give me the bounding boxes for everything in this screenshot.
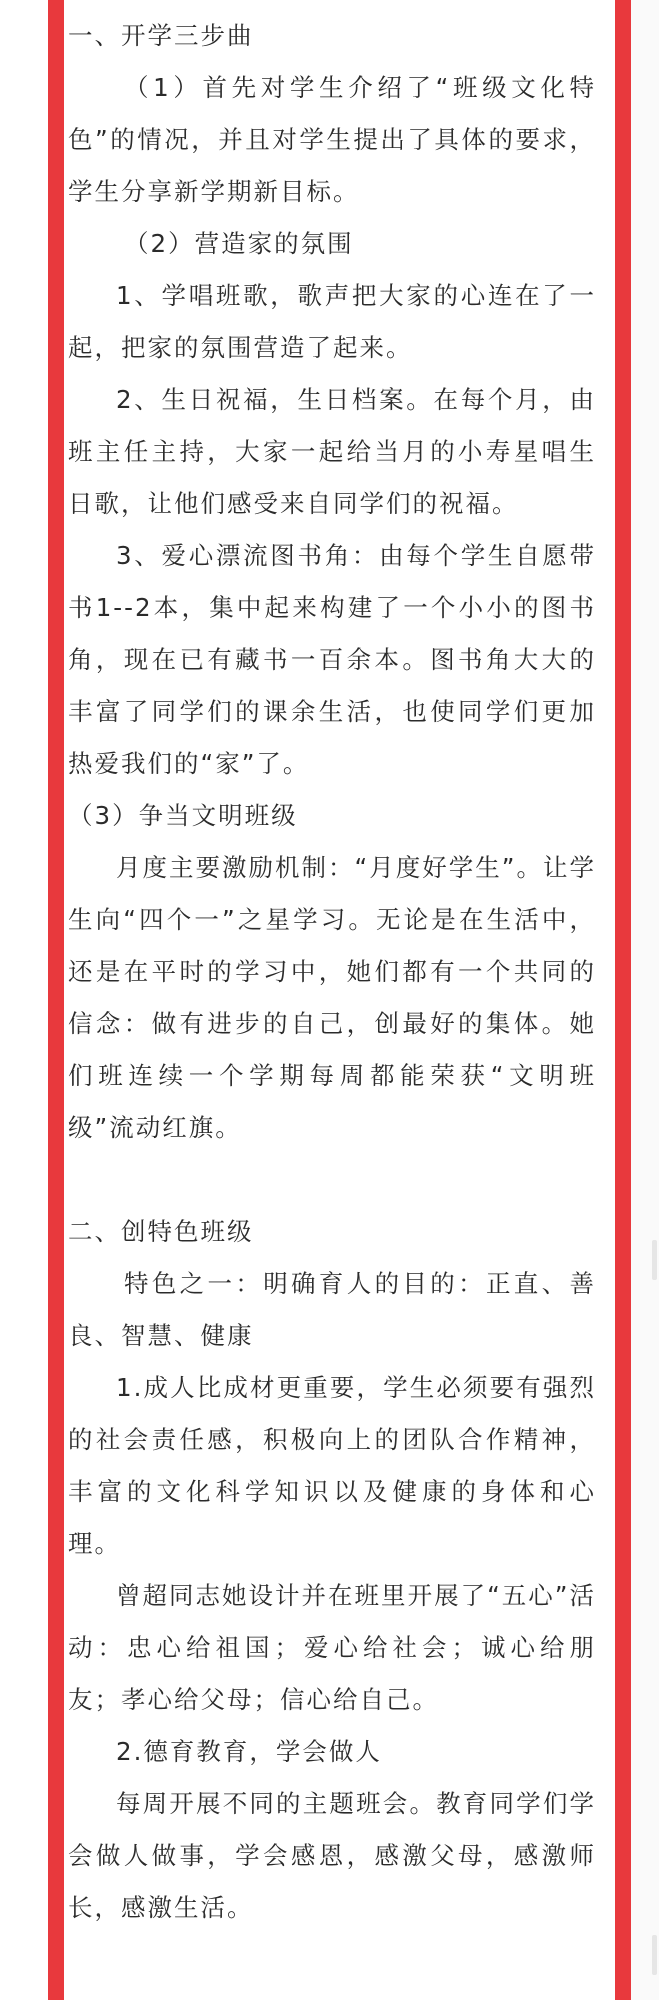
right-red-border — [615, 0, 631, 2000]
paragraph-class-song: 1、学唱班歌，歌声把大家的心连在了一起，把家的氛围营造了起来。 — [68, 281, 596, 362]
paragraph-feature-one: 特色之一：明确育人的目的：正直、善良、智慧、健康 — [68, 1269, 596, 1350]
paragraph-birthday: 2、生日祝福，生日档案。在每个月，由班主任主持，大家一起给当月的小寿星唱生日歌，让他们感受来自同学们的祝福。 — [68, 385, 596, 518]
section-heading-2: 二、创特色班级 — [68, 1217, 254, 1246]
left-red-border — [48, 0, 64, 2000]
paragraph-book-corner: 3、爱心漂流图书角：由每个学生自愿带书1--2本，集中起来构建了一个小小的图书角，现在已有藏书一百余本。图书角大大的丰富了同学们的课余生活，也使同学们更加热爱我们的“家”了。 — [68, 541, 596, 778]
section-heading-1: 一、开学三步曲 — [68, 21, 254, 50]
paragraph-character-first: 1.成人比成材更重要，学生必须要有强烈的社会责任感，积极向上的团队合作精神，丰富的文化科学知识以及健康的身体和心理。 — [68, 1373, 596, 1558]
paragraph-class-culture: （1）首先对学生介绍了“班级文化特色”的情况，并且对学生提出了具体的要求，学生分享新学期新目标。 — [68, 73, 596, 206]
paragraph-five-hearts: 曾超同志她设计并在班里开展了“五心”活动：忠心给祖国；爱心给社会；诚心给朋友；孝心给父母；信心给自己。 — [68, 1581, 596, 1714]
scroll-indicator-lower[interactable] — [652, 1935, 657, 1975]
paragraph-theme-meetings: 每周开展不同的主题班会。教育同学们学会做人做事，学会感恩，感激父母，感激师长，感激生活。 — [68, 1789, 596, 1922]
paragraph-incentive: 月度主要激励机制：“月度好学生”。让学生向“四个一”之星学习。无论是在生活中，还是在平时的学习中，她们都有一个共同的信念：做有进步的自己，创最好的集体。她们班连续一个学期每周都能荣获“文明班级”流动红旗。 — [68, 853, 596, 1142]
subheading-moral-education: 2.德育教育，学会做人 — [116, 1737, 382, 1766]
scroll-indicator[interactable] — [652, 1240, 657, 1280]
subheading-civilized-class: （3）争当文明班级 — [68, 801, 298, 830]
section-spacer — [68, 1154, 596, 1206]
page-edge-strip — [631, 0, 659, 2000]
subheading-home-atmosphere: （2）营造家的氛围 — [124, 229, 354, 258]
article-body — [68, 10, 596, 1934]
